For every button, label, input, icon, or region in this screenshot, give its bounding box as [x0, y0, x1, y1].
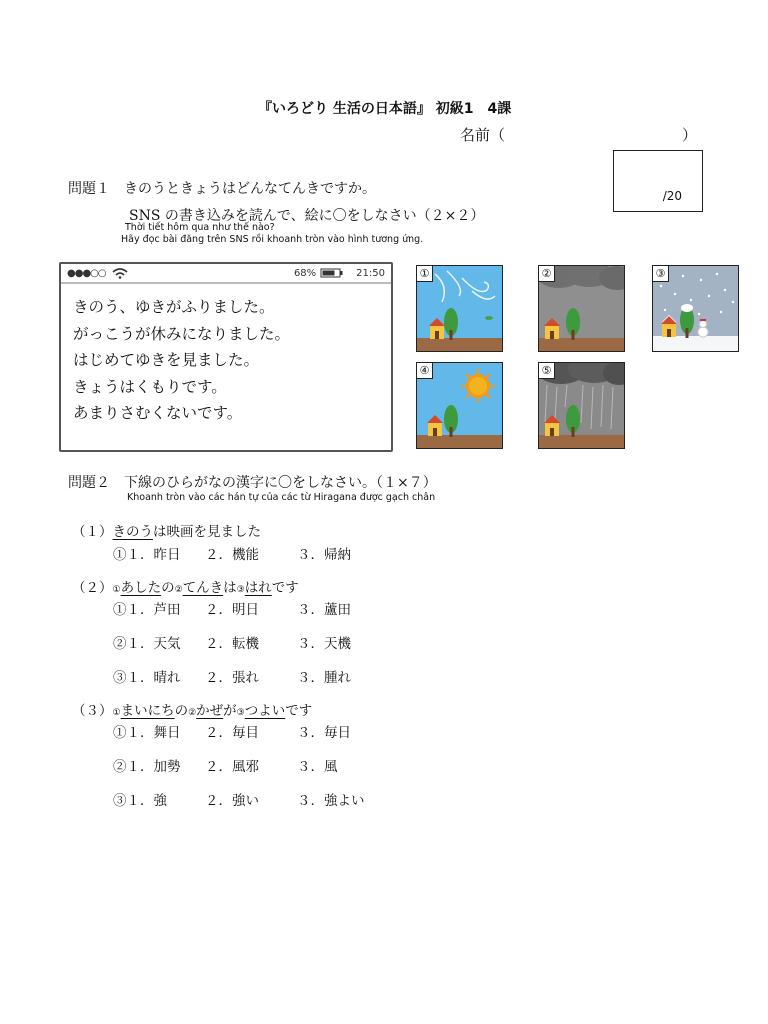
weather-picture-windy[interactable] — [416, 265, 503, 352]
option-choice[interactable]: ２．毎目 — [205, 725, 259, 741]
underlined-word: あした — [120, 580, 162, 596]
sentence-text: です — [285, 703, 313, 719]
blank-marker: ② — [188, 708, 197, 718]
q1-vi-line1: Thời tiết hôm qua như thế nào? — [125, 222, 275, 233]
phone-status-bar — [61, 264, 391, 284]
name-label: 名前（ — [460, 126, 506, 144]
underlined-word: きのう — [112, 524, 153, 540]
post-line: きのう、ゆきがふりました。 — [73, 298, 275, 316]
sentence-text: の — [174, 703, 189, 719]
q2-item-2-options-3 — [113, 666, 351, 686]
sentence-text: が — [223, 703, 237, 719]
q2-item-2-options-1 — [113, 598, 351, 618]
signal-indicator: ●●●○○ — [67, 267, 106, 279]
sentence-text: は映画を見ました — [153, 524, 261, 540]
blank-marker: ③ — [236, 708, 245, 718]
sentence-text: です — [271, 580, 299, 596]
q2-item-3-options-2 — [113, 755, 338, 775]
post-line: あまりさむくないです。 — [73, 404, 243, 422]
option-choice[interactable]: ②１．加勢 — [113, 759, 181, 775]
battery-icon — [320, 268, 344, 278]
option-choice[interactable]: ２．明日 — [205, 602, 259, 618]
blank-marker: ② — [174, 585, 183, 595]
option-choice[interactable]: ２．強い — [205, 793, 259, 809]
weather-picture-snowy[interactable] — [652, 265, 739, 352]
blank-marker: ① — [112, 708, 121, 718]
q2-item-2-options-2 — [113, 632, 351, 652]
weather-picture-rainy[interactable] — [538, 362, 625, 449]
underlined-word: はれ — [244, 580, 272, 596]
post-line: はじめてゆきを見ました。 — [73, 351, 260, 369]
option-choice[interactable]: ２．機能 — [205, 547, 259, 563]
q2-instruction-vi: Khoanh tròn vào các hán tự của các từ Hiragana được gạch chân — [127, 492, 436, 503]
battery-percent: 68% — [293, 267, 317, 279]
option-choice[interactable]: ３．蘆田 — [297, 602, 351, 618]
blank-marker: ① — [112, 585, 121, 595]
option-choice[interactable]: ２．張れ — [205, 670, 259, 686]
wifi-icon — [111, 267, 129, 279]
option-choice[interactable]: ①１．昨日 — [113, 547, 181, 563]
option-choice[interactable]: ２．風邪 — [205, 759, 259, 775]
option-choice[interactable]: ２．転機 — [205, 636, 259, 652]
option-choice[interactable]: ②１．天気 — [113, 636, 181, 652]
option-choice[interactable]: ３．強よい — [297, 793, 365, 809]
picture-number: ③ — [653, 266, 669, 282]
q1-heading: 問題１ きのうときょうはどんなてんきですか。 — [68, 181, 376, 197]
underlined-word: まいにち — [120, 703, 175, 719]
picture-number: ① — [417, 266, 433, 282]
weather-picture-sunny[interactable] — [416, 362, 503, 449]
option-choice[interactable]: ①１．舞日 — [113, 725, 181, 741]
sns-post — [61, 284, 391, 437]
weather-picture-cloudy[interactable] — [538, 265, 625, 352]
post-line: がっこうが休みになりました。 — [73, 324, 291, 343]
underlined-word: つよい — [244, 703, 286, 719]
q2-item-3-options-1 — [113, 721, 351, 741]
blank-marker: ③ — [236, 585, 245, 595]
sns-phone — [59, 262, 393, 452]
option-choice[interactable]: ３．帰納 — [297, 547, 351, 563]
worksheet-title: 『いろどり 生活の日本語』 初級1 4課 — [258, 101, 512, 117]
underlined-word: かぜ — [196, 703, 224, 719]
option-choice[interactable]: ３．風 — [297, 759, 338, 775]
q1-vi-line2: Hãy đọc bài đăng trên SNS rồi khoanh tròn vào hình tương ứng. — [121, 234, 424, 245]
q2-item-3 — [72, 699, 312, 719]
option-choice[interactable]: ③１．強 — [113, 793, 167, 809]
picture-number: ④ — [417, 363, 433, 379]
underlined-word: てんき — [182, 580, 224, 596]
option-choice[interactable]: ③１．晴れ — [113, 670, 181, 686]
q2-heading: 問題２ 下線のひらがなの漢字に〇をしなさい。（１×７） — [68, 475, 437, 491]
q2-item-1-options — [113, 543, 351, 563]
item-label: （１） — [72, 524, 113, 540]
sentence-text: は — [223, 580, 237, 596]
name-close-paren: ） — [682, 126, 698, 144]
option-choice[interactable]: ３．腫れ — [297, 670, 351, 686]
post-line: きょうはくもりです。 — [73, 377, 227, 396]
picture-number: ⑤ — [539, 363, 555, 379]
q2-item-3-options-3 — [113, 789, 365, 809]
q2-item-1 — [72, 520, 261, 540]
item-label: （２） — [72, 580, 113, 596]
q2-item-2 — [72, 576, 299, 596]
score-total: /20 — [662, 189, 682, 203]
score-box — [613, 150, 703, 212]
sentence-text: の — [161, 580, 175, 596]
option-choice[interactable]: ３．天機 — [297, 636, 351, 652]
clock-time: 21:50 — [356, 267, 385, 279]
item-label: （３） — [72, 703, 113, 719]
picture-number: ② — [539, 266, 555, 282]
q1-instruction: SNS の書き込みを読んで、絵に〇をしなさい（２×２） — [129, 208, 485, 224]
option-choice[interactable]: ①１．芦田 — [113, 602, 181, 618]
option-choice[interactable]: ３．毎日 — [297, 725, 351, 741]
